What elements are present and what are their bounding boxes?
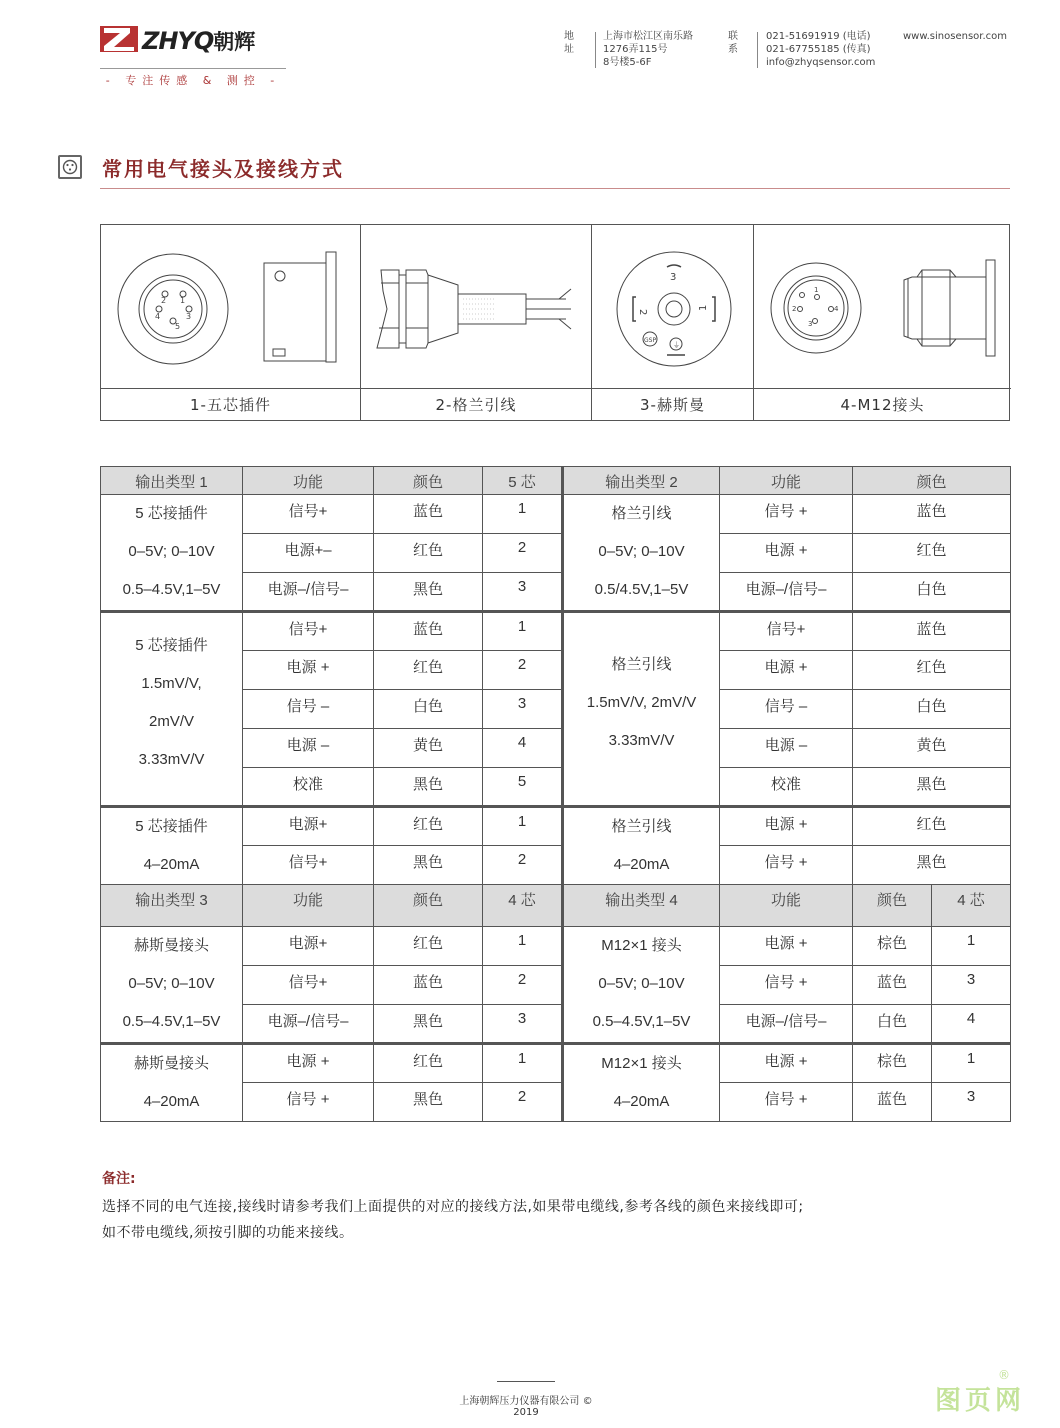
- svg-text:4: 4: [834, 305, 839, 313]
- address-label: 地址: [564, 31, 574, 55]
- pin-cell: 2: [483, 1083, 563, 1122]
- address-line-3: 8号楼5-6F: [603, 57, 652, 68]
- color-cell: 红色: [374, 534, 483, 573]
- color-cell: 白色: [853, 1005, 932, 1044]
- header-cell: 颜色: [853, 885, 932, 927]
- color-cell: 蓝色: [853, 1083, 932, 1122]
- function-cell: 信号+: [243, 612, 374, 651]
- color-cell: 蓝色: [853, 966, 932, 1005]
- pin-cell: 1: [483, 927, 563, 966]
- table-header-row: [101, 885, 1011, 927]
- connector-caption: 2-格兰引线: [435, 396, 517, 414]
- svg-text:2: 2: [637, 309, 648, 316]
- svg-text:4: 4: [155, 312, 161, 321]
- table-row: [101, 495, 1011, 534]
- logo-slogan: - 专注传感 & 测控 -: [105, 74, 281, 87]
- pin-cell: 1: [932, 1044, 1011, 1083]
- notes-line-1: 选择不同的电气连接,接线时请参考我们上面提供的对应的接线方法,如果带电缆线,参考各线的颜色来接线即可;: [102, 1199, 804, 1215]
- connector-gland-cable: [361, 225, 592, 420]
- function-cell: 信号 –: [720, 690, 853, 729]
- fax: 021-67755185 (传真): [766, 44, 871, 55]
- function-cell: 信号 +: [720, 1083, 853, 1122]
- pin-cell: 3: [483, 573, 563, 612]
- footer-divider: [497, 1381, 555, 1382]
- function-cell: 信号 +: [720, 495, 853, 534]
- color-cell: 蓝色: [374, 966, 483, 1005]
- color-cell: 蓝色: [374, 612, 483, 651]
- header-cell: 颜色: [374, 467, 483, 495]
- pin-cell: 1: [483, 807, 563, 846]
- connector-figure: [100, 224, 1010, 421]
- color-cell: 棕色: [853, 927, 932, 966]
- function-cell: 电源 +: [243, 1044, 374, 1083]
- watermark: [935, 1368, 1026, 1417]
- table-row: [101, 612, 1011, 651]
- color-cell: 蓝色: [853, 495, 1011, 534]
- svg-text:1: 1: [180, 296, 186, 305]
- output-type-cell: 格兰引线 4–20mA: [563, 807, 720, 885]
- function-cell: 信号+: [243, 846, 374, 885]
- svg-text:⏚: ⏚: [673, 341, 680, 349]
- color-cell: 黑色: [374, 1005, 483, 1044]
- function-cell: 信号 +: [243, 1083, 374, 1122]
- function-cell: 信号 –: [243, 690, 374, 729]
- logo-divider: [100, 68, 286, 69]
- phone[interactable]: 021-51691919 (电话): [766, 31, 871, 42]
- header-cell: 输出类型 2: [563, 467, 720, 495]
- color-cell: 黑色: [853, 846, 1011, 885]
- color-cell: 红色: [374, 927, 483, 966]
- logo-text: ZHYQ朝辉: [142, 27, 256, 55]
- pin-cell: 2: [483, 966, 563, 1005]
- header-cell: 颜色: [374, 885, 483, 927]
- footer-copyright: 上海朝辉压力仪器有限公司 © 2019: [459, 1396, 593, 1418]
- header-cell: 功能: [720, 885, 853, 927]
- five-pin-connector-icon: [101, 225, 360, 388]
- output-type-cell: 格兰引线 1.5mV/V, 2mV/V 3.33mV/V: [563, 612, 720, 807]
- email-link[interactable]: info@zhyqsensor.com: [766, 57, 876, 68]
- pin-cell: 2: [483, 651, 563, 690]
- function-cell: 电源–/信号–: [720, 573, 853, 612]
- address-divider: [595, 32, 596, 68]
- color-cell: 蓝色: [374, 495, 483, 534]
- header-cell: 颜色: [853, 467, 1011, 495]
- cable-gland-icon: [361, 225, 591, 388]
- color-cell: 蓝色: [853, 612, 1011, 651]
- table-row: [101, 807, 1011, 846]
- pin-cell: 1: [483, 495, 563, 534]
- function-cell: 电源 +: [720, 807, 853, 846]
- color-cell: 白色: [374, 690, 483, 729]
- function-cell: 电源 +: [720, 927, 853, 966]
- hirschmann-drawing: [592, 225, 753, 389]
- function-cell: 信号+: [243, 495, 374, 534]
- svg-text:1: 1: [698, 304, 709, 311]
- connector-m12: [754, 225, 1011, 420]
- pin-cell: 3: [932, 1083, 1011, 1122]
- output-type-cell: 5 芯接插件 0–5V; 0–10V 0.5–4.5V,1–5V: [101, 495, 243, 612]
- logo-mark-icon: [100, 26, 138, 52]
- function-cell: 电源 +: [720, 651, 853, 690]
- pin-cell: 4: [483, 729, 563, 768]
- pin-cell: 1: [932, 927, 1011, 966]
- table-header-row: [101, 467, 1011, 495]
- svg-text:2: 2: [792, 305, 797, 313]
- function-cell: 电源–/信号–: [720, 1005, 853, 1044]
- color-cell: 黑色: [374, 573, 483, 612]
- color-cell: 白色: [853, 690, 1011, 729]
- svg-text:3: 3: [186, 312, 192, 321]
- notes-line-2: 如不带电缆线,须按引脚的功能来接线。: [102, 1225, 354, 1241]
- color-cell: 红色: [374, 807, 483, 846]
- pin-cell: 1: [483, 1044, 563, 1083]
- address-line-2: 1276弄115号: [603, 44, 668, 55]
- svg-text:1: 1: [814, 286, 819, 294]
- function-cell: 电源 +: [720, 1044, 853, 1083]
- five-pin-drawing: [101, 225, 360, 389]
- watermark-text: 图页网: [935, 1386, 1026, 1416]
- output-type-cell: M12×1 接头 4–20mA: [563, 1044, 720, 1122]
- m12-connector-icon: [754, 225, 1010, 388]
- section-divider: [100, 188, 1010, 189]
- function-cell: 信号 +: [720, 966, 853, 1005]
- header-cell: 功能: [720, 467, 853, 495]
- color-cell: 黑色: [374, 846, 483, 885]
- connector-hirschmann: [592, 225, 754, 420]
- svg-text:2: 2: [161, 296, 167, 305]
- pin-cell: 3: [483, 690, 563, 729]
- function-cell: 信号 +: [720, 846, 853, 885]
- function-cell: 电源+–: [243, 534, 374, 573]
- function-cell: 电源 –: [243, 729, 374, 768]
- header-cell: 功能: [243, 885, 374, 927]
- connector-caption: 4-M12接头: [840, 396, 925, 414]
- output-type-cell: 格兰引线 0–5V; 0–10V 0.5/4.5V,1–5V: [563, 495, 720, 612]
- output-type-cell: 赫斯曼接头 0–5V; 0–10V 0.5–4.5V,1–5V: [101, 927, 243, 1044]
- svg-text:3: 3: [808, 320, 813, 328]
- function-cell: 电源+: [243, 927, 374, 966]
- color-cell: 红色: [853, 807, 1011, 846]
- output-type-cell: 5 芯接插件 1.5mV/V, 2mV/V 3.33mV/V: [101, 612, 243, 807]
- m12-drawing: [754, 225, 1011, 389]
- function-cell: 电源 +: [720, 534, 853, 573]
- table-row: [101, 1044, 1011, 1083]
- contact-divider: [757, 32, 758, 68]
- color-cell: 棕色: [853, 1044, 932, 1083]
- header-cell: 4 芯: [932, 885, 1011, 927]
- output-type-cell: M12×1 接头 0–5V; 0–10V 0.5–4.5V,1–5V: [563, 927, 720, 1044]
- header-cell: 5 芯: [483, 467, 563, 495]
- notes-title: 备注:: [102, 1171, 136, 1187]
- color-cell: 黄色: [374, 729, 483, 768]
- company-logo: [100, 22, 290, 92]
- website-link[interactable]: www.sinosensor.com: [903, 31, 1007, 42]
- svg-text:3: 3: [670, 272, 677, 283]
- output-type-cell: 赫斯曼接头 4–20mA: [101, 1044, 243, 1122]
- table-row: [101, 927, 1011, 966]
- socket-icon: [58, 155, 82, 179]
- connector-caption: 3-赫斯曼: [640, 396, 705, 414]
- registered-mark-icon: ®: [998, 1368, 1010, 1382]
- output-type-cell: 5 芯接插件 4–20mA: [101, 807, 243, 885]
- function-cell: 信号+: [243, 966, 374, 1005]
- header-cell: 输出类型 1: [101, 467, 243, 495]
- pin-cell: 2: [483, 534, 563, 573]
- color-cell: 红色: [374, 1044, 483, 1083]
- pin-cell: 2: [483, 846, 563, 885]
- function-cell: 电源+: [243, 807, 374, 846]
- color-cell: 黑色: [853, 768, 1011, 807]
- color-cell: 红色: [853, 534, 1011, 573]
- function-cell: 信号+: [720, 612, 853, 651]
- pin-cell: 3: [932, 966, 1011, 1005]
- pin-cell: 4: [932, 1005, 1011, 1044]
- color-cell: 黑色: [374, 1083, 483, 1122]
- header-cell: 输出类型 3: [101, 885, 243, 927]
- connector-caption: 1-五芯插件: [190, 396, 271, 414]
- function-cell: 电源 +: [243, 651, 374, 690]
- header-cell: 4 芯: [483, 885, 563, 927]
- svg-text:GSP: GSP: [644, 337, 657, 344]
- hirschmann-connector-icon: [592, 225, 753, 388]
- color-cell: 白色: [853, 573, 1011, 612]
- color-cell: 黑色: [374, 768, 483, 807]
- address-line-1: 上海市松江区南乐路: [603, 31, 693, 42]
- pin-cell: 5: [483, 768, 563, 807]
- section-title: 常用电气接头及接线方式: [102, 157, 344, 181]
- svg-text:5: 5: [175, 322, 181, 331]
- pin-cell: 1: [483, 612, 563, 651]
- color-cell: 红色: [374, 651, 483, 690]
- color-cell: 黄色: [853, 729, 1011, 768]
- pin-cell: 3: [483, 1005, 563, 1044]
- function-cell: 校准: [243, 768, 374, 807]
- function-cell: 电源 –: [720, 729, 853, 768]
- header-cell: 功能: [243, 467, 374, 495]
- function-cell: 电源–/信号–: [243, 573, 374, 612]
- gland-drawing: [361, 225, 591, 389]
- header-cell: 输出类型 4: [563, 885, 720, 927]
- contact-label: 联系: [728, 31, 738, 55]
- function-cell: 电源–/信号–: [243, 1005, 374, 1044]
- wiring-table: [100, 466, 1011, 1122]
- color-cell: 红色: [853, 651, 1011, 690]
- connector-five-pin: [101, 225, 361, 420]
- function-cell: 校准: [720, 768, 853, 807]
